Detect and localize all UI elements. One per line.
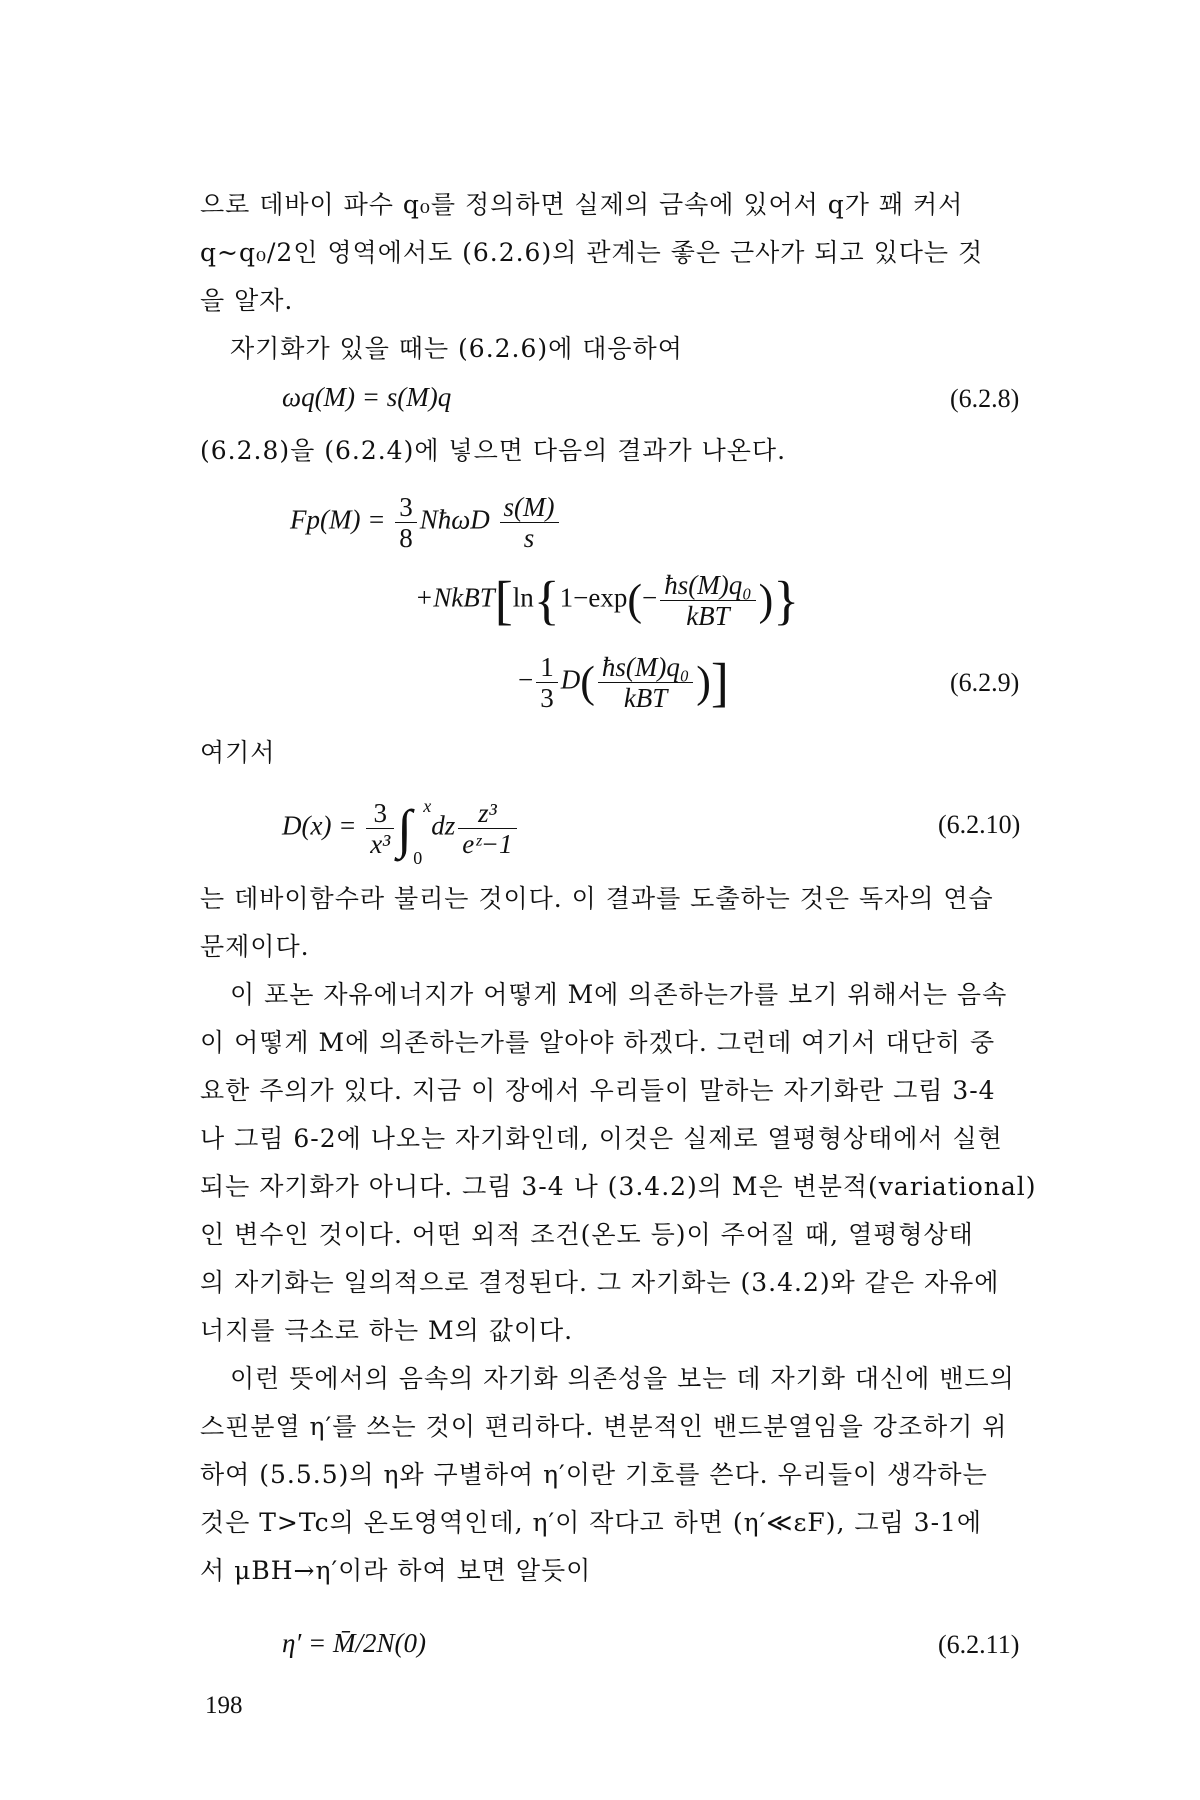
equation-number: (6.2.11) <box>938 1630 1020 1659</box>
fraction: $\frac{3}{8}$ <box>395 492 417 553</box>
text-line: 는 데바이함수라 불리는 것이다. 이 결과를 도출하는 것은 독자의 연습 <box>200 884 994 913</box>
equation-6-2-10 <box>282 795 520 868</box>
brace-close: } <box>773 570 800 631</box>
text-line: (6.2.8)을 (6.2.4)에 넣으면 다음의 결과가 나온다. <box>200 436 787 465</box>
text-line: 서 μBH→η′이라 하여 보면 알듯이 <box>200 1556 592 1585</box>
equation-number: (6.2.10) <box>938 810 1021 839</box>
paren-close: ) <box>758 575 774 625</box>
equation-6-2-11: η′ = M̄/2N(0) <box>282 1628 427 1658</box>
paren-close: ) <box>696 657 711 707</box>
text-line: 나 그림 6-2에 나오는 자기화인데, 이것은 실제로 열평형상태에서 실현 <box>200 1124 1003 1153</box>
brace-open: { <box>533 570 560 631</box>
eq-lhs: D(x) = <box>282 810 357 841</box>
minus: − <box>642 582 658 613</box>
text-line: 요한 주의가 있다. 지금 이 장에서 우리들이 말하는 자기화란 그림 3-4 <box>200 1076 996 1105</box>
equation-6-2-9-line3 <box>518 652 729 713</box>
text-line: 문제이다. <box>200 932 310 961</box>
text-line: 의 자기화는 일의적으로 결정된다. 그 자기화는 (3.4.2)와 같은 자유에 <box>200 1268 1000 1297</box>
eq-lhs: Fp(M) = <box>290 504 386 535</box>
text-line: 것은 T>Tc의 온도영역인데, η′이 작다고 하면 (η′≪εF), 그림 3-1에 <box>200 1508 983 1537</box>
text-line: 이 포논 자유에너지가 어떻게 M에 의존하는가를 보기 위해서는 음속 <box>230 980 1008 1009</box>
text-line: 되는 자기화가 아니다. 그림 3-4 나 (3.4.2)의 M은 변분적(variational) <box>200 1172 1037 1201</box>
bracket-close: ] <box>710 652 729 713</box>
text-line: 으로 데바이 파수 q₀를 정의하면 실제의 금속에 있어서 q가 꽤 커서 <box>200 190 964 219</box>
equation-6-2-8 <box>282 382 451 413</box>
integral: ∫ x 0 <box>397 795 432 868</box>
fraction: $\frac{3}{\text{x³}}$ <box>366 798 394 859</box>
equation-number: (6.2.9) <box>950 668 1020 697</box>
eq-term: dz <box>431 810 456 841</box>
equation-number: (6.2.8) <box>950 384 1020 413</box>
paren-open: ( <box>580 657 595 707</box>
text-line: 하여 (5.5.5)의 η와 구별하여 η′이란 기호를 쓴다. 우리들이 생각하는 <box>200 1460 988 1489</box>
eq-term: +NkBT <box>415 582 495 613</box>
fraction: $\frac{s(M)}{s}$ <box>500 492 559 553</box>
fraction: $\frac{\text{ħs(M)q₀}}{\text{kBT}}$ <box>660 570 755 631</box>
eq-term: NħωD <box>419 504 490 535</box>
text-line: 너지를 극소로 하는 M의 값이다. <box>200 1316 574 1345</box>
eq-lhs: ωq(M) <box>282 382 356 412</box>
text-line: 여기서 <box>200 738 276 767</box>
text-line: 인 변수인 것이다. 어떤 외적 조건(온도 등)이 주어질 때, 열평형상태 <box>200 1220 974 1249</box>
ln: ln <box>512 582 534 613</box>
text-line: 이 어떻게 M에 의존하는가를 알아야 하겠다. 그런데 여기서 대단히 중 <box>200 1028 996 1057</box>
minus: − <box>518 664 534 695</box>
fraction: $\frac{\text{z³}}{\text{eᶻ−1}}$ <box>458 798 516 859</box>
text-line: q~q₀/2인 영역에서도 (6.2.6)의 관계는 좋은 근사가 되고 있다는 것 <box>200 238 984 267</box>
fraction: $\frac{\text{ħs(M)q₀}}{\text{kBT}}$ <box>598 652 693 713</box>
paren-open: ( <box>627 575 643 625</box>
text-line: 이런 뜻에서의 음속의 자기화 의존성을 보는 데 자기화 대신에 밴드의 <box>230 1364 1015 1393</box>
page-number: 198 <box>205 1692 243 1719</box>
eq-rhs: = s(M)q <box>361 382 452 412</box>
text-line: 스핀분열 η′를 쓰는 것이 편리하다. 변분적인 밴드분열임을 강조하기 위 <box>200 1412 1008 1441</box>
eq-term: 1−exp <box>559 582 628 613</box>
equation-6-2-9-line2 <box>415 570 799 631</box>
fraction: $\frac{1}{3}$ <box>536 652 558 713</box>
bracket-open: [ <box>494 570 513 631</box>
text-line: 자기화가 있을 때는 (6.2.6)에 대응하여 <box>230 334 683 363</box>
equation-6-2-9-line1 <box>290 492 562 553</box>
eq-term: D <box>560 664 581 695</box>
text-line: 을 알자. <box>200 286 294 315</box>
